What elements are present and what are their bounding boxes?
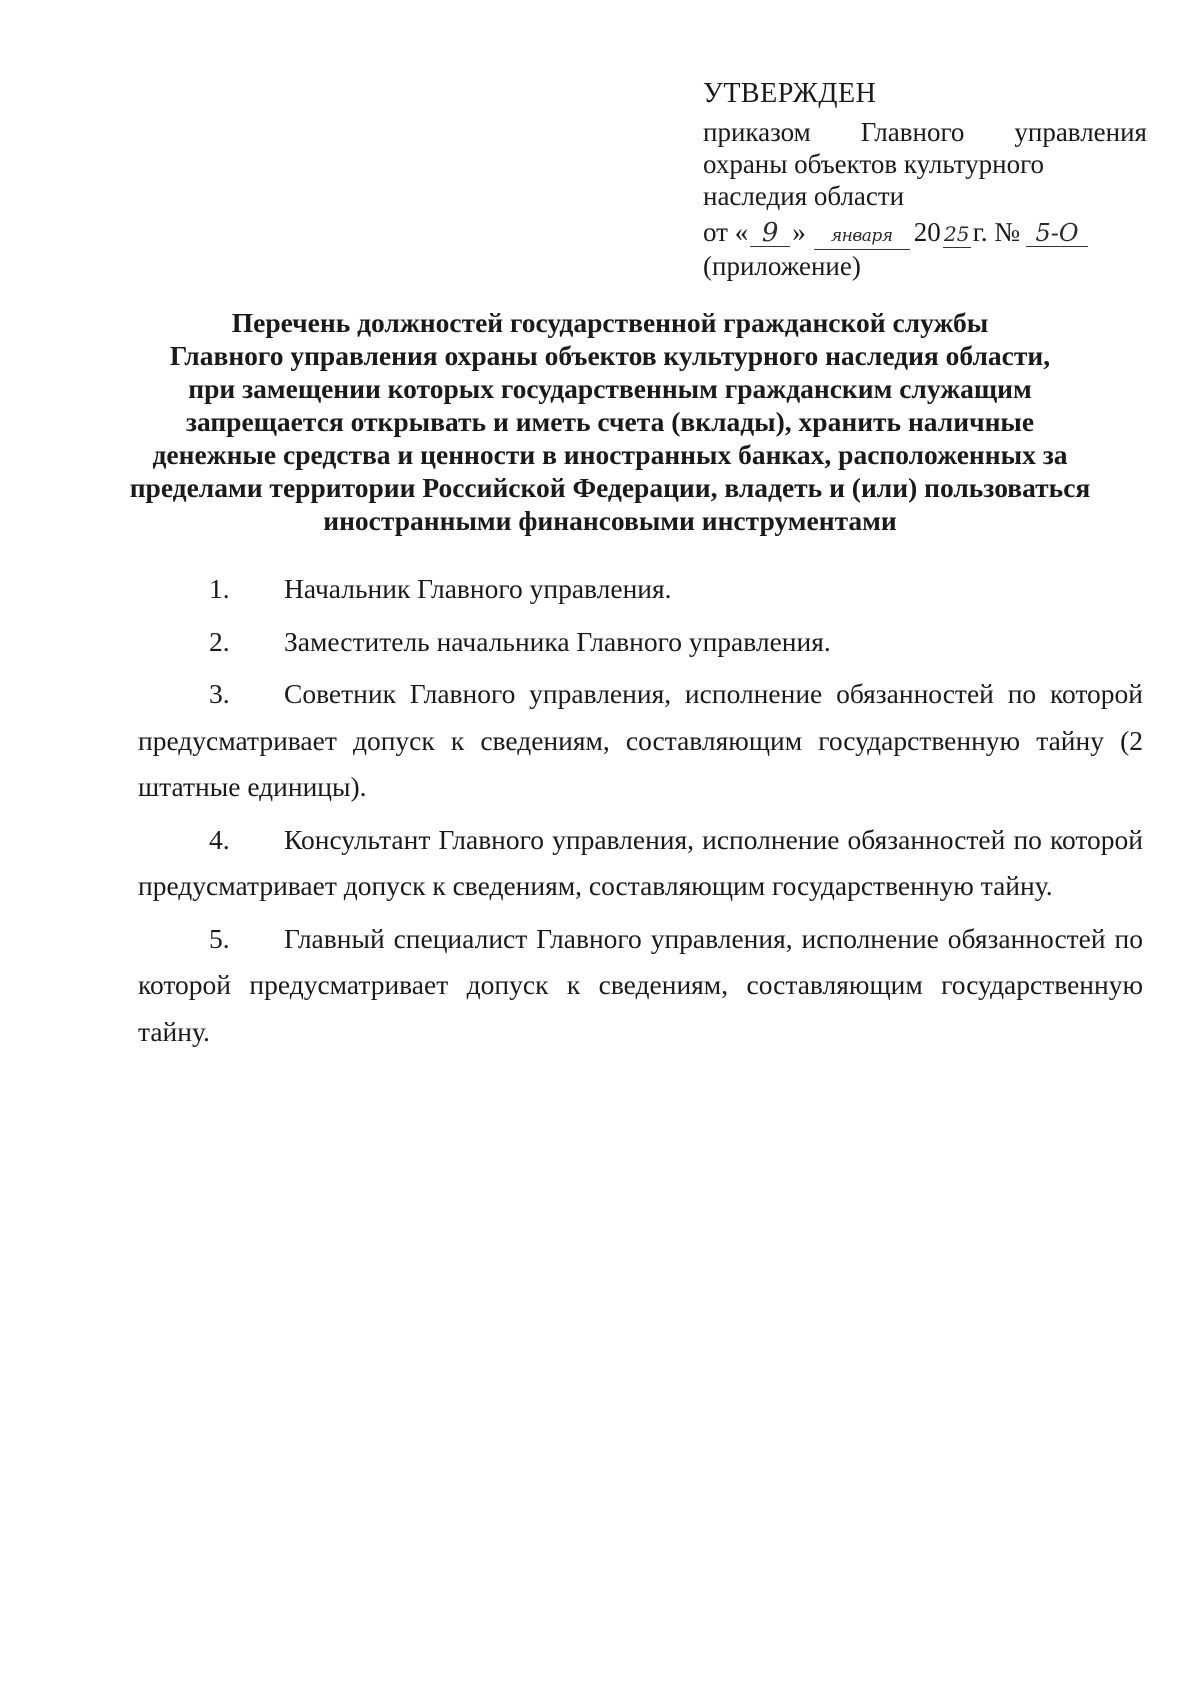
title-line: Главного управления охраны объектов культурного наследия области, — [169, 340, 1051, 371]
item-text: Главный специалист Главного управления, исполнение обязанностей по которой предусматривает допуск к сведениям, составляющим государственную тайну. — [138, 922, 1143, 1047]
approval-line-3: наследия области — [703, 181, 905, 211]
handwritten-order-number: 5-О — [1026, 220, 1088, 247]
handwritten-day: 9 — [750, 220, 790, 247]
item-number: 4. — [209, 823, 230, 855]
approval-line-2: охраны объектов культурного — [703, 149, 1044, 179]
document-title — [120, 306, 1100, 537]
item-number: 3. — [209, 678, 230, 709]
handwritten-month: января — [814, 223, 910, 250]
item-text: Заместитель начальника Главного управления. — [284, 625, 831, 657]
date-mid: » — [792, 217, 806, 247]
approval-block — [703, 78, 1147, 282]
approval-attachment: (приложение) — [703, 251, 861, 281]
title-line: пределами территории Российской Федерации, владеть и (или) пользоваться — [129, 472, 1091, 503]
title-line: денежные средства и ценности в иностранных банках, расположенных за — [152, 439, 1068, 470]
date-suffix: г. № — [972, 217, 1020, 247]
date-year-prefix: 20 — [913, 217, 941, 247]
list-item — [138, 566, 1143, 613]
handwritten-year: 25 — [943, 222, 970, 246]
title-line: запрещается открывать и иметь счета (вклады), хранить наличные — [185, 406, 1035, 437]
item-text: Начальник Главного управления. — [284, 573, 672, 604]
positions-list — [138, 566, 1143, 1061]
title-line: иностранными финансовыми инструментами — [323, 505, 897, 536]
list-item — [138, 671, 1143, 811]
title-line: при замещении которых государственным гражданским служащим — [188, 373, 1032, 404]
list-item — [138, 619, 1143, 666]
approval-heading: УТВЕРЖДЕН — [703, 78, 877, 109]
item-text: Консультант Главного управления, исполнение обязанностей по которой предусматривает допуск к сведениям, составляющим государственную тайну. — [138, 823, 1143, 901]
approval-date-line — [703, 216, 1147, 250]
item-number: 2. — [209, 625, 230, 657]
item-number: 5. — [209, 922, 230, 954]
approval-order-line — [703, 116, 1147, 148]
list-item — [138, 817, 1143, 910]
approval-word: управления — [1014, 117, 1147, 147]
approval-word: Главного — [860, 117, 965, 147]
date-prefix: от « — [703, 217, 749, 247]
item-text: Советник Главного управления, исполнение обязанностей по которой предусматривает допуск к сведениям, составляющим государственную тайну (2 штатные единицы). — [138, 678, 1143, 802]
item-number: 1. — [209, 573, 230, 604]
list-item — [138, 916, 1143, 1056]
title-line: Перечень должностей государственной гражданской службы — [231, 307, 989, 338]
approval-word: приказом — [703, 117, 811, 147]
